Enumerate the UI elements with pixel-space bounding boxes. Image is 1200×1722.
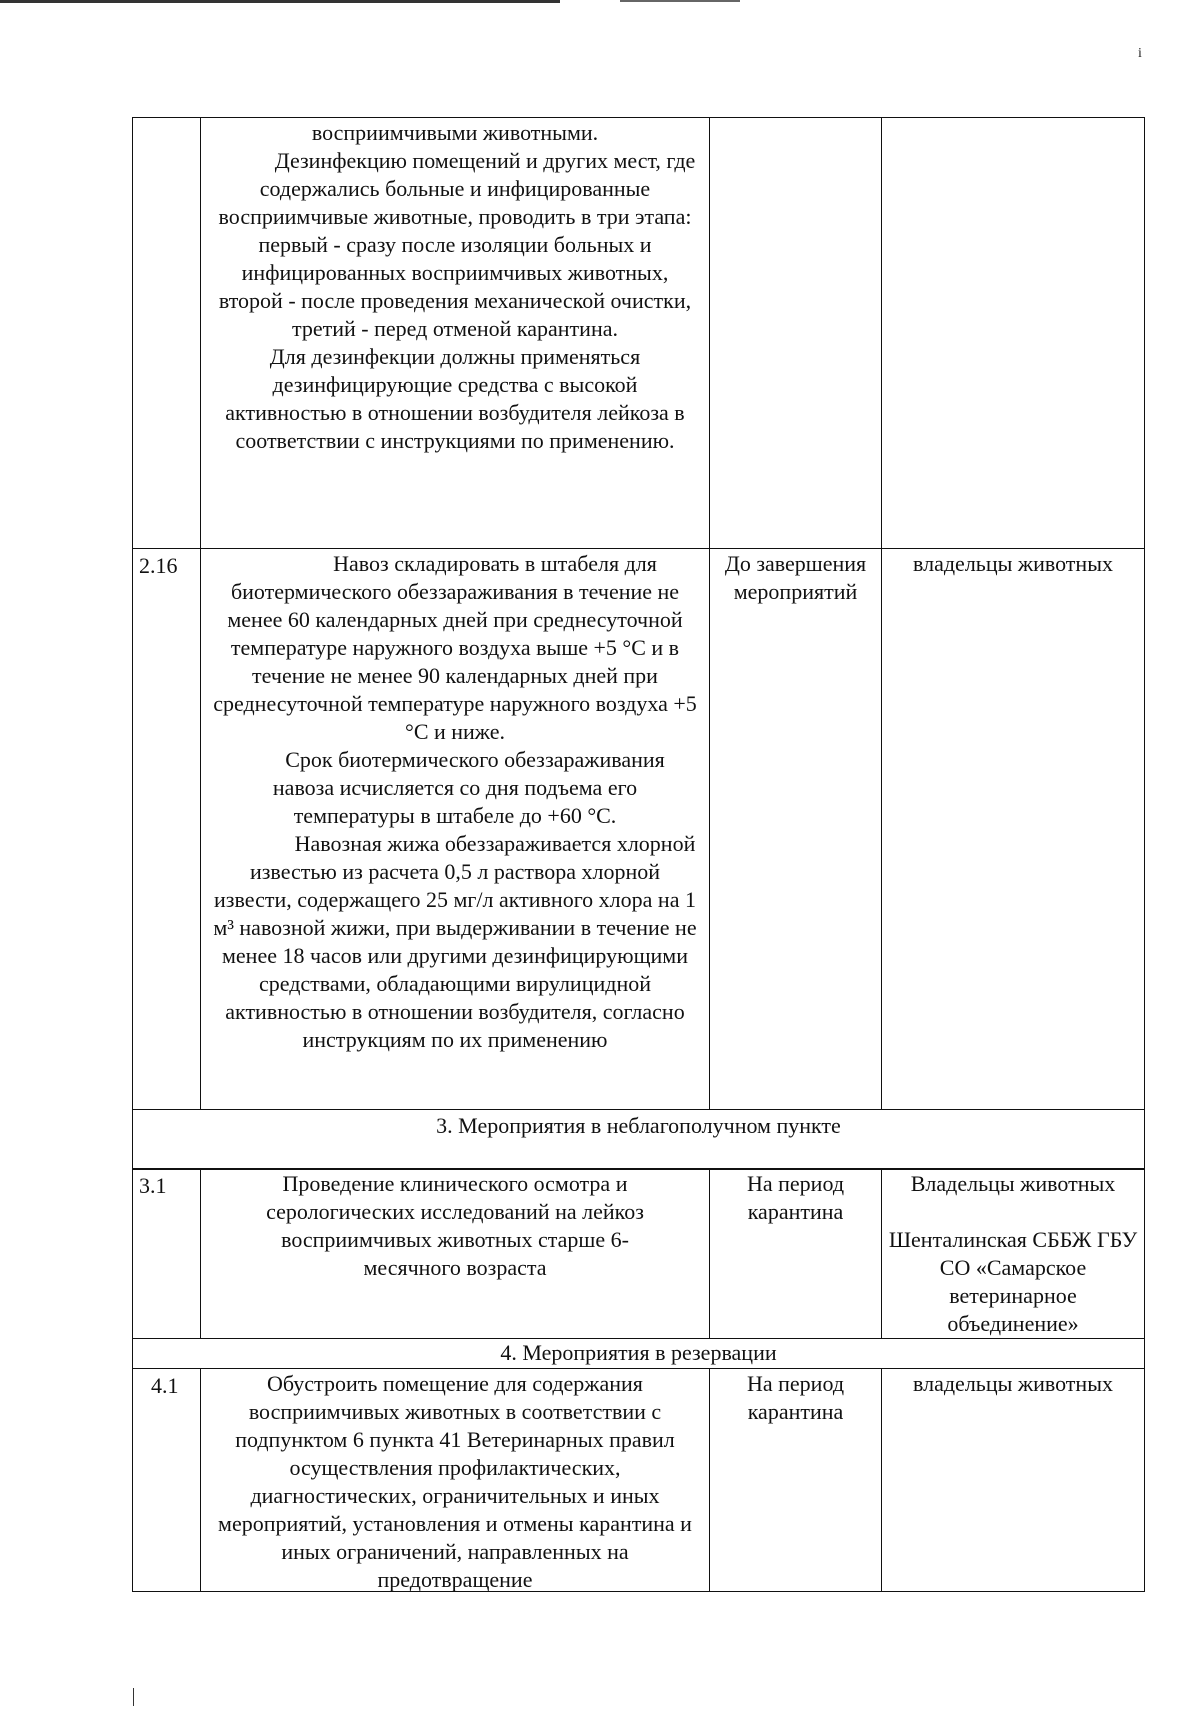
measure-text-paragraph: Навоз складировать в штабеля для биотермического обеззараживания в течение не менее 60 календарных дней при среднесуточной температуре наружного воздуха выше +5 °С и в течение не менее 90 календарных дней при среднесуточной температуре наружного воздуха +5 °С и ниже. xyxy=(213,551,697,744)
row-number-cell: 4.1 xyxy=(133,1369,201,1591)
term-cell: На период карантина xyxy=(710,1169,882,1339)
responsible-cell: владельцы животных xyxy=(913,1371,1113,1396)
measure-text-paragraph: Навозная жижа обеззараживается хлорной известью из расчета 0,5 л раствора хлорной извести, содержащего 25 мг/л активного хлора на 1 м³ навозной жижи, при выдерживании в течение не менее 18 часов или другими дезинфицирующими средствами, обладающими вирулицидной активностью в отношении возбудителя, согласно инструкциям по их применению xyxy=(213,831,697,1052)
responsible-line: Владельцы животных xyxy=(910,1171,1116,1196)
measure-text-paragraph: Срок биотермического обеззараживания навоза исчисляется со дня подъема его температуры в штабеле до +60 °С. xyxy=(272,747,665,828)
measure-text-line: восприимчивыми животными. xyxy=(311,120,599,145)
scan-artifact-top-2 xyxy=(620,0,740,2)
measure-text-paragraph: Дезинфекцию помещений и других мест, где содержались больные и инфицированные восприимчивые животные, проводить в три этапа: первый - сразу после изоляции больных и инфицированных восприимчивых животных, второй - после проведения механической очистки, третий - перед отменой карантина. xyxy=(218,148,696,341)
measure-text-cell xyxy=(201,549,710,1109)
scan-artifact-top xyxy=(0,0,560,3)
section-title: 3. Мероприятия в неблагополучном пункте xyxy=(436,1113,841,1138)
edge-artifact-bottom xyxy=(133,1688,134,1706)
term-cell xyxy=(710,118,882,548)
measure-text-cell xyxy=(201,118,710,548)
row-number-cell: 2.16 xyxy=(133,549,201,1109)
responsible-line: Шенталинская СББЖ ГБУ СО «Самарское ветеринарное объединение» xyxy=(888,1227,1138,1336)
spacer xyxy=(886,1198,1140,1226)
corner-mark: i xyxy=(1138,46,1142,61)
table-block-4-1 xyxy=(132,1368,1145,1592)
table-block-3-1 xyxy=(132,1169,1145,1339)
term-cell: На период карантина xyxy=(710,1369,882,1591)
term-cell: До завершения мероприятий xyxy=(710,549,882,1109)
measure-text-cell: Обустроить помещение для содержания восприимчивых животных в соответствии с подпунктом 6 пункта 41 Ветеринарных правил осуществления профилактических, диагностических, ограничительных и иных мероприятий, установления и отмены карантина и иных ограничений, направленных на предотвращение xyxy=(201,1369,710,1591)
row-number-cell xyxy=(133,118,201,548)
row-number-cell: 3.1 xyxy=(133,1169,201,1339)
section-4-heading-row xyxy=(132,1339,1145,1369)
table-row-2-16 xyxy=(133,549,1144,1109)
measure-text-cell: Проведение клинического осмотра и серологических исследований на лейкоз восприимчивых животных старше 6-месячного возраста xyxy=(201,1169,710,1339)
section-title: 4. Мероприятия в резервации xyxy=(500,1340,777,1365)
responsible-cell xyxy=(882,118,1144,548)
section-3-heading-row xyxy=(132,1109,1145,1169)
table-block-upper xyxy=(132,117,1145,1110)
responsible-cell xyxy=(882,1169,1144,1339)
table-row-continuation xyxy=(133,118,1144,548)
responsible-cell: владельцы животных xyxy=(913,551,1113,576)
measure-text-paragraph: Для дезинфекции должны применяться дезинфицирующие средства с высокой активностью в отношении возбудителя лейкоза в соответствии с инструкциями по применению. xyxy=(225,344,685,453)
table-row-3-1 xyxy=(133,1169,1144,1339)
table-row-4-1 xyxy=(133,1369,1144,1591)
